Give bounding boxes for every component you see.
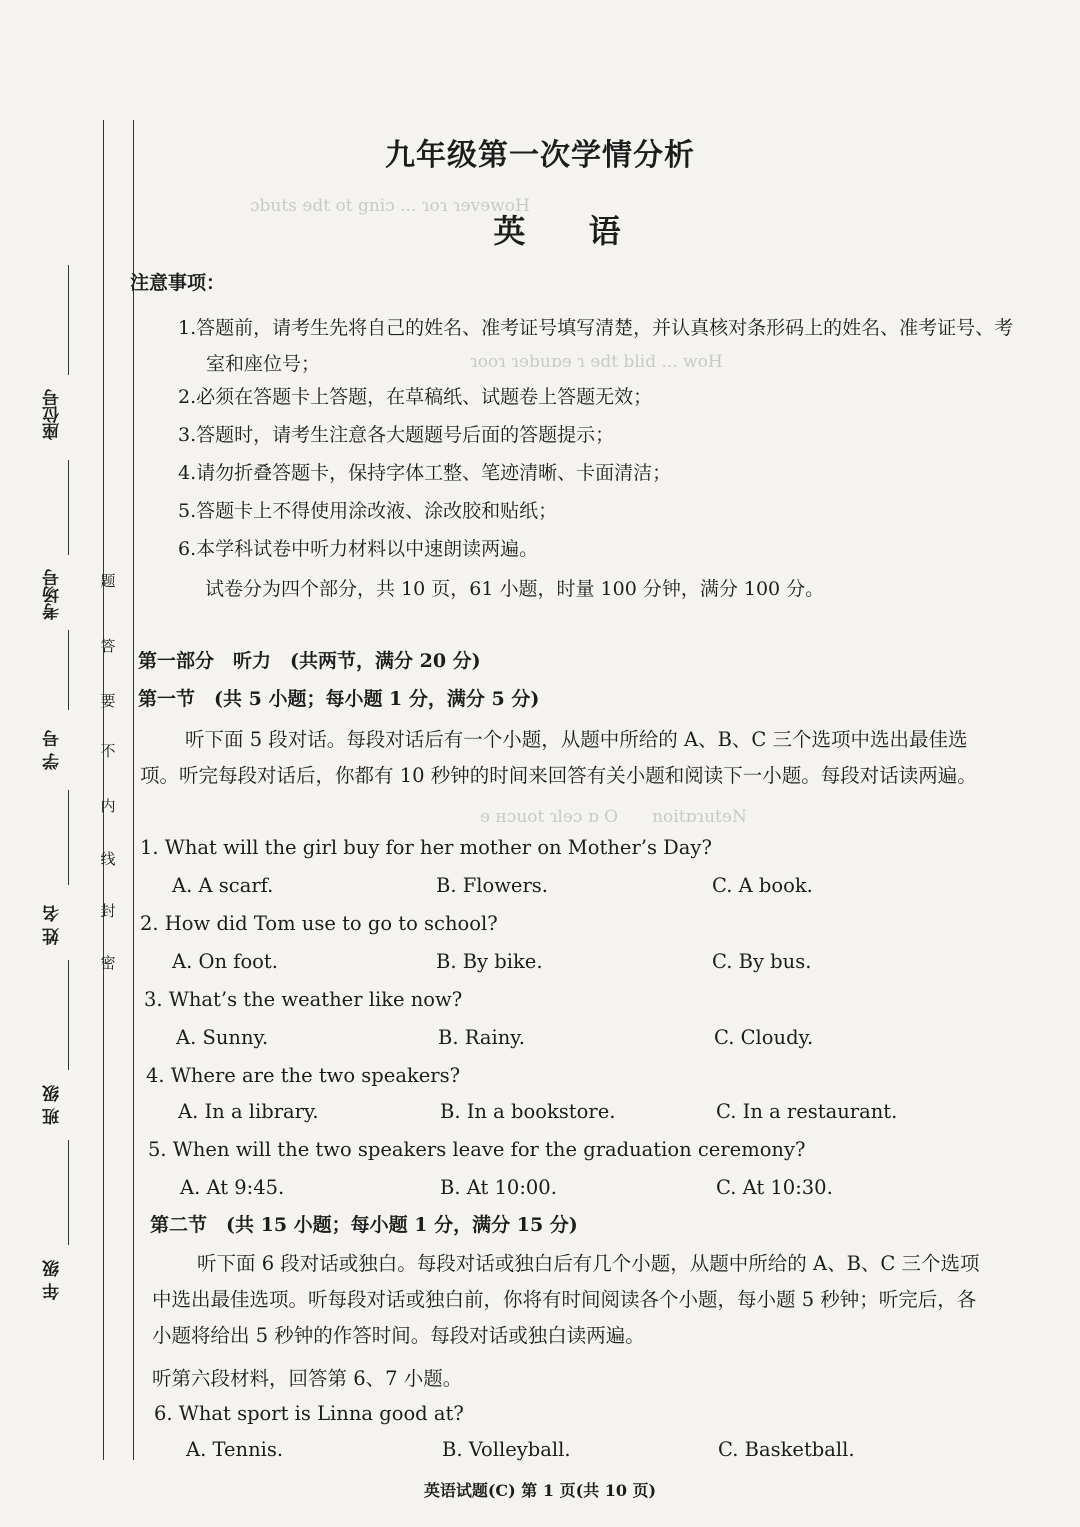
seal-char: 要 <box>100 692 116 710</box>
class-label: 班 级 <box>43 1085 63 1125</box>
question-option: C. By bus. <box>712 950 812 973</box>
question-stem: 2. How did Tom use to go to school? <box>140 912 498 935</box>
exam-room-label: 考场号 <box>43 569 63 621</box>
question-option: C. Cloudy. <box>714 1026 814 1049</box>
question-option: B. At 10:00. <box>440 1176 557 1199</box>
name-rule <box>68 790 69 885</box>
seal-char: 封 <box>100 902 116 920</box>
material-note: 听第六段材料，回答第 6、7 小题。 <box>152 1367 463 1390</box>
question-option: A. A scarf. <box>172 874 274 897</box>
question-option: C. A book. <box>712 874 813 897</box>
question-stem: 6. What sport is Linna good at? <box>154 1402 464 1425</box>
question-stem: 3. What’s the weather like now? <box>144 988 463 1011</box>
notice-summary: 试卷分为四个部分，共 10 页，61 小题，时量 100 分钟，满分 100 分。 <box>205 578 825 600</box>
question-option: B. In a bookstore. <box>440 1100 616 1123</box>
notice-heading: 注意事项： <box>130 272 226 294</box>
seal-char: 答 <box>100 637 116 655</box>
grade-rule <box>68 1140 69 1245</box>
notice-item-2: 2.必须在答题卡上答题，在草稿纸、试题卷上答题无效； <box>178 386 653 408</box>
seal-char: 密 <box>100 954 116 972</box>
question-option: C. At 10:30. <box>716 1176 833 1199</box>
question-stem: 4. Where are the two speakers? <box>146 1064 461 1087</box>
question-option: A. Tennis. <box>186 1438 284 1461</box>
part1-heading: 第一部分 听力 (共两节，满分 20 分) <box>138 650 481 672</box>
notice-item-5: 5.答题卡上不得使用涂改液、涂改胶和贴纸； <box>178 500 558 522</box>
notice-item-4: 4.请勿折叠答题卡，保持字体工整、笔迹清晰、卡面清洁； <box>178 462 672 484</box>
question-stem: 1. What will the girl buy for her mother on Mother’s Day? <box>140 836 712 859</box>
section2-instructions: 听下面 6 段对话或独白。每段对话或独白后有几个小题，从题中所给的 A、B、C 三个选项中选出最佳选项。听每段对话或独白前，你将有时间阅读各个小题，每小题 5 秒钟；听完后，各小题将给出 5 秒钟的作答时间。每段对话或独白读两遍。 <box>152 1252 980 1347</box>
question-option: A. On foot. <box>172 950 278 973</box>
seal-char: 题 <box>100 572 116 590</box>
section1-instructions: 听下面 5 段对话。每段对话后有一个小题，从题中所给的 A、B、C 三个选项中选出最佳选项。听完每段对话后，你都有 10 秒钟的时间来回答有关小题和阅读下一小题。每段对话读两遍。 <box>140 728 977 787</box>
question-option: A. At 9:45. <box>180 1176 285 1199</box>
grade-label: 年 级 <box>43 1260 63 1300</box>
question-option: B. By bike. <box>436 950 543 973</box>
question-option: A. Sunny. <box>176 1026 269 1049</box>
seat-number-label: 座位号 <box>43 389 63 441</box>
exam-title: 九年级第一次学情分析 <box>385 138 695 173</box>
question-option: C. Basketball. <box>718 1438 855 1461</box>
exam-room-rule <box>68 460 69 555</box>
student-id-label: 学 号 <box>43 730 63 770</box>
show-through-text: ɔbuts ɘdt ot gniɔ ... ɿoɿ ɿɘvɘwoH <box>250 196 530 216</box>
notice-item-6: 6.本学科试卷中听力材料以中速朗读两遍。 <box>178 538 539 560</box>
question-option: B. Volleyball. <box>442 1438 571 1461</box>
seal-char: 内 <box>100 797 116 815</box>
binding-line-inner <box>133 120 134 1460</box>
page-footer: 英语试题(C) 第 1 页(共 10 页) <box>423 1481 657 1500</box>
binding-line-outer <box>103 120 104 1460</box>
seal-char: 不 <box>100 742 116 760</box>
show-through-text: ɿooɿ ɿɘbuɒɘ ɿ ɘdt blid ... woH <box>470 352 723 372</box>
notice-item-3: 3.答题时，请考生注意各大题题号后面的答题提示； <box>178 424 615 446</box>
question-option: B. Flowers. <box>436 874 548 897</box>
notice-item-1: 1.答题前，请考生先将自己的姓名、准考证号填写清楚，并认真核对条形码上的姓名、准考证号、考室和座位号； <box>178 317 1014 375</box>
student-id-rule <box>68 630 69 710</box>
section2-heading: 第二节 (共 15 小题；每小题 1 分，满分 15 分) <box>150 1214 578 1236</box>
section1-heading: 第一节 (共 5 小题；每小题 1 分，满分 5 分) <box>138 688 540 710</box>
class-rule <box>68 960 69 1070</box>
show-through-text: ɘ ʜɔuot ɿlɘɔ ɒ O noitɒɿutɘN <box>480 807 747 827</box>
seat-number-rule <box>68 265 69 375</box>
seal-char: 线 <box>100 850 116 868</box>
question-option: C. In a restaurant. <box>716 1100 898 1123</box>
question-option: B. Rainy. <box>438 1026 525 1049</box>
question-option: A. In a library. <box>178 1100 319 1123</box>
name-label: 姓 名 <box>43 905 63 945</box>
question-stem: 5. When will the two speakers leave for the graduation ceremony? <box>148 1138 806 1161</box>
subject-title: 英 语 <box>493 212 647 250</box>
